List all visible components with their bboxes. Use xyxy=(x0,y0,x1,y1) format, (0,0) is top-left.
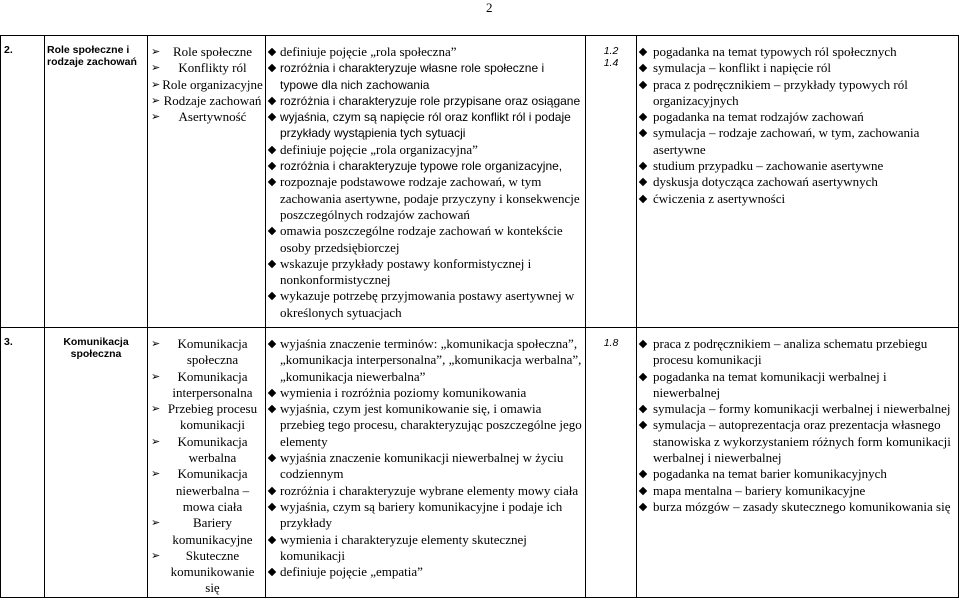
curriculum-codes xyxy=(586,36,637,328)
diamond-bullet-icon xyxy=(268,454,276,462)
list-item xyxy=(266,174,583,223)
list-item-label: omawia poszczególne rodzaje zachowań w kontekście osoby przedsiębiorczej xyxy=(280,223,563,255)
arrow-bullet-icon: ➢ xyxy=(151,62,161,75)
arrow-bullet-icon: ➢ xyxy=(151,468,161,481)
lesson-number: 3. xyxy=(1,328,45,598)
list-item xyxy=(266,158,583,174)
curriculum-code: 1.8 xyxy=(603,337,619,349)
list-item xyxy=(266,223,583,256)
diamond-bullet-icon xyxy=(268,292,276,300)
diamond-bullet-icon xyxy=(268,178,276,186)
diamond-bullet-icon xyxy=(639,194,647,202)
diamond-bullet-icon xyxy=(268,162,276,170)
list-item xyxy=(266,385,583,401)
diamond-bullet-icon xyxy=(639,470,647,478)
curriculum-codes xyxy=(586,328,637,598)
diamond-bullet-icon xyxy=(639,503,647,511)
list-item-label: pogadanka na temat komunikacji werbalnej i niewerbalnej xyxy=(653,368,887,400)
list-item-label: wskazuje przykłady postawy konformistycznej i nonkonformistycznej xyxy=(280,255,532,288)
list-item-label: rozróżnia i charakteryzuje role przypisane oraz osiągane xyxy=(280,93,581,108)
list-item-label: Asertywność xyxy=(178,109,247,125)
requirements-list xyxy=(266,36,585,321)
list-item xyxy=(637,191,956,207)
list-item xyxy=(266,44,583,60)
arrow-bullet-icon: ➢ xyxy=(151,46,161,58)
list-item-label: wyjaśnia znaczenie komunikacji niewerbalnej w życiu codziennym xyxy=(280,450,564,482)
list-item xyxy=(266,142,583,158)
diamond-bullet-icon xyxy=(268,146,276,154)
list-item-label: definiuje pojęcie „rola organizacyjna” xyxy=(280,141,478,157)
list-item-label: mapa mentalna – bariery komunikacyjne xyxy=(653,482,866,498)
list-item-label: rozróżnia i charakteryzuje własne role społeczne i typowe dla nich zachowania xyxy=(280,61,545,92)
diamond-bullet-icon xyxy=(268,340,276,348)
arrow-bullet-icon: ➢ xyxy=(151,517,161,530)
diamond-bullet-icon xyxy=(268,48,276,56)
list-item xyxy=(266,564,583,580)
learning-requirements xyxy=(266,36,586,328)
diamond-bullet-icon xyxy=(639,113,647,121)
diamond-bullet-icon xyxy=(639,129,647,137)
list-item-label: symulacja – autoprezentacja oraz prezentacja własnego stanowiska z wykorzystaniem różnych form komunikacji werbalnej i niewerbalnej xyxy=(653,417,951,466)
list-item xyxy=(148,466,263,515)
list-item-label: Komunikacja niewerbalna – mowa ciała xyxy=(175,466,250,514)
table-row xyxy=(1,328,959,598)
table-row xyxy=(1,36,959,328)
list-item xyxy=(148,44,263,60)
list-item-label: wyjaśnia, czym są bariery komunikacyjne i podaje ich przykłady xyxy=(280,498,563,531)
list-item-label: symulacja – rodzaje zachowań, w tym, zachowania asertywne xyxy=(653,125,920,157)
lesson-topic: Role społeczne i rodzaje zachowań xyxy=(45,36,148,328)
diamond-bullet-icon xyxy=(639,421,647,429)
list-item xyxy=(266,288,583,321)
methods-list xyxy=(637,328,958,515)
list-item-label: Rodzaje zachowań xyxy=(163,92,262,108)
list-item-label: symulacja – formy komunikacji werbalnej i niewerbalnej xyxy=(653,401,951,417)
list-item-label: pogadanka na temat typowych ról społecznych xyxy=(653,44,897,59)
list-item-label: Bariery komunikacyjne xyxy=(172,515,253,547)
arrow-bullet-icon: ➢ xyxy=(151,111,161,124)
list-item-label: rozróżnia i charakteryzuje typowe role organizacyjne, xyxy=(280,159,563,174)
list-item-label: burza mózgów – zasady skutecznego komunikowania się xyxy=(653,498,951,514)
lesson-topic: Komunikacja społeczna xyxy=(45,328,148,598)
list-item xyxy=(637,77,956,110)
diamond-bullet-icon xyxy=(268,64,276,72)
list-item-label: wyjaśnia, czym jest komunikowanie się, i omawia przebieg tego procesu, charakteryzując poszczególne jego elementy xyxy=(280,401,582,449)
list-item-label: Przebieg procesu komunikacji xyxy=(167,401,258,433)
list-item-label: dyskusja dotycząca zachowań asertywnych xyxy=(653,174,878,190)
diamond-bullet-icon xyxy=(268,535,276,543)
diamond-bullet-icon xyxy=(268,97,276,105)
teaching-methods xyxy=(637,328,959,598)
list-item xyxy=(637,336,956,369)
list-item xyxy=(266,93,583,109)
list-item xyxy=(148,548,263,597)
contents-list xyxy=(148,328,265,597)
list-item xyxy=(266,450,583,483)
diamond-bullet-icon xyxy=(639,405,647,413)
list-item xyxy=(637,158,956,174)
list-item xyxy=(637,483,956,499)
diamond-bullet-icon xyxy=(639,64,647,72)
list-item-label: symulacja – konflikt i napięcie ról xyxy=(653,60,831,76)
teaching-methods xyxy=(637,36,959,328)
lesson-contents xyxy=(148,328,266,598)
list-item-label: rozróżnia i charakteryzuje wybrane elementy mowy ciała xyxy=(280,482,579,498)
diamond-bullet-icon xyxy=(268,405,276,413)
list-item-label: praca z podręcznikiem – analiza schematu przebiegu procesu komunikacji xyxy=(653,336,928,368)
arrow-bullet-icon: ➢ xyxy=(151,78,161,91)
list-item xyxy=(266,60,583,93)
diamond-bullet-icon xyxy=(639,80,647,88)
list-item-label: Komunikacja werbalna xyxy=(177,433,248,466)
list-item-label: pogadanka na temat rodzajów zachowań xyxy=(653,109,864,125)
requirements-list xyxy=(266,328,585,580)
learning-requirements xyxy=(266,328,586,598)
diamond-bullet-icon xyxy=(639,486,647,494)
list-item-label: Role organizacyjne xyxy=(162,76,263,92)
diamond-bullet-icon xyxy=(268,227,276,235)
list-item xyxy=(637,125,956,158)
list-item xyxy=(637,60,956,76)
list-item xyxy=(148,109,263,125)
list-item xyxy=(266,532,583,565)
list-item xyxy=(637,174,956,190)
list-item xyxy=(637,109,956,125)
diamond-bullet-icon xyxy=(268,503,276,511)
list-item-label: Role społeczne xyxy=(172,44,253,59)
diamond-bullet-icon xyxy=(639,48,647,56)
curriculum-table xyxy=(0,35,959,598)
diamond-bullet-icon xyxy=(639,372,647,380)
list-item-label: wymienia i charakteryzuje elementy skutecznej komunikacji xyxy=(280,531,527,563)
list-item xyxy=(148,93,263,109)
list-item-label: definiuje pojęcie „empatia” xyxy=(280,564,423,580)
list-item-label: wyjaśnia, czym są napięcie ról oraz konflikt ról i podaje przykłady wystąpienia tych sytuacji xyxy=(280,110,571,141)
list-item xyxy=(637,499,956,515)
arrow-bullet-icon: ➢ xyxy=(151,435,161,448)
list-item-label: Konflikty ról xyxy=(178,60,247,76)
list-item xyxy=(637,44,956,60)
diamond-bullet-icon xyxy=(639,178,647,186)
list-item-label: Komunikacja interpersonalna xyxy=(172,368,253,400)
list-item xyxy=(266,336,583,385)
list-item-label: pogadanka na temat barier komunikacyjnych xyxy=(653,466,887,482)
arrow-bullet-icon: ➢ xyxy=(151,338,161,350)
list-item-label: ćwiczenia z asertywności xyxy=(653,190,786,206)
curriculum-code: 1.4 xyxy=(603,57,619,69)
list-item xyxy=(266,499,583,532)
list-item-label: wyjaśnia znaczenie terminów: „komunikacja społeczna”, „komunikacja interpersonalna”, „komunikacja werbalna”, „komunikacja niewerbalna” xyxy=(280,336,582,384)
arrow-bullet-icon: ➢ xyxy=(151,403,161,416)
list-item xyxy=(148,77,263,93)
list-item-label: Komunikacja społeczna xyxy=(177,336,248,368)
lesson-number: 2. xyxy=(1,36,45,328)
list-item xyxy=(148,401,263,434)
list-item xyxy=(148,434,263,467)
list-item-label: wykazuje potrzebę przyjmowania postawy asertywnej w określonych sytuacjach xyxy=(280,288,575,320)
list-item xyxy=(148,515,263,548)
diamond-bullet-icon xyxy=(268,568,276,576)
list-item xyxy=(637,401,956,417)
contents-list xyxy=(148,36,265,125)
arrow-bullet-icon: ➢ xyxy=(151,549,161,562)
list-item xyxy=(266,401,583,450)
diamond-bullet-icon xyxy=(268,113,276,121)
methods-list xyxy=(637,36,958,207)
list-item xyxy=(637,417,956,466)
list-item-label: rozpoznaje podstawowe rodzaje zachowań, w tym zachowania asertywne, podaje przyczyny i konsekwencje poszczególnych rodzajów zachowań xyxy=(280,174,580,222)
list-item xyxy=(266,256,583,289)
list-item-label: studium przypadku – zachowanie asertywne xyxy=(653,158,884,174)
diamond-bullet-icon xyxy=(268,486,276,494)
list-item-label: Skuteczne komunikowanie się xyxy=(170,547,255,596)
list-item-label: definiuje pojęcie „rola społeczna” xyxy=(280,44,457,59)
list-item xyxy=(148,369,263,402)
lesson-contents xyxy=(148,36,266,328)
page-number: 2 xyxy=(486,0,493,15)
diamond-bullet-icon xyxy=(639,340,647,348)
curriculum-code: 1.2 xyxy=(603,45,619,57)
list-item-label: praca z podręcznikiem – przykłady typowych ról organizacyjnych xyxy=(653,76,908,108)
list-item-label: wymienia i rozróżnia poziomy komunikowania xyxy=(280,384,527,400)
list-item xyxy=(637,369,956,402)
list-item xyxy=(148,60,263,76)
arrow-bullet-icon: ➢ xyxy=(151,370,161,383)
list-item xyxy=(266,483,583,499)
list-item xyxy=(266,109,583,142)
diamond-bullet-icon xyxy=(268,389,276,397)
list-item xyxy=(148,336,263,369)
arrow-bullet-icon: ➢ xyxy=(151,94,161,107)
diamond-bullet-icon xyxy=(639,162,647,170)
diamond-bullet-icon xyxy=(268,260,276,268)
list-item xyxy=(637,466,956,482)
